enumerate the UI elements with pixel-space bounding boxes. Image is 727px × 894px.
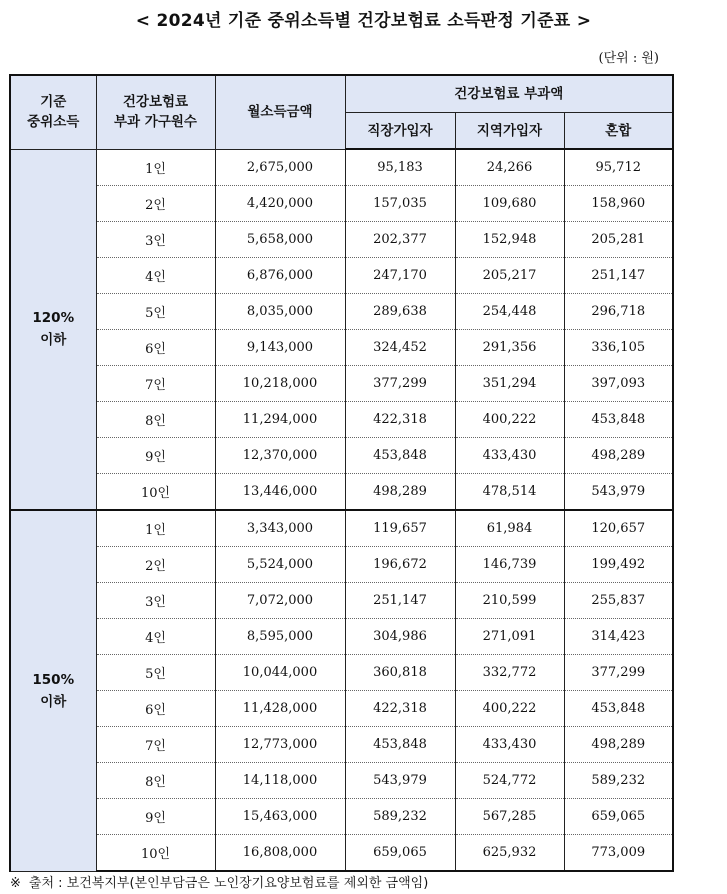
reference-mark: ※ (10, 876, 21, 891)
employee-premium-cell: 422,318 (345, 402, 455, 438)
monthly-income-cell: 2,675,000 (215, 149, 345, 186)
household-size-cell: 8인 (96, 402, 215, 438)
mixed-premium-cell: 589,232 (564, 763, 673, 799)
monthly-income-cell: 5,658,000 (215, 222, 345, 258)
employee-premium-cell: 498,289 (345, 474, 455, 511)
household-size-cell: 4인 (96, 258, 215, 294)
monthly-income-cell: 8,035,000 (215, 294, 345, 330)
household-size-cell: 3인 (96, 222, 215, 258)
monthly-income-cell: 13,446,000 (215, 474, 345, 511)
household-size-cell: 7인 (96, 366, 215, 402)
table-row (10, 149, 673, 186)
employee-premium-cell: 360,818 (345, 655, 455, 691)
monthly-income-cell: 15,463,000 (215, 799, 345, 835)
table-row (10, 583, 673, 619)
regional-premium-cell: 109,680 (455, 186, 564, 222)
household-size-cell: 8인 (96, 763, 215, 799)
monthly-income-cell: 11,428,000 (215, 691, 345, 727)
monthly-income-cell: 9,143,000 (215, 330, 345, 366)
household-size-cell: 7인 (96, 727, 215, 763)
monthly-income-cell: 12,773,000 (215, 727, 345, 763)
monthly-income-cell: 8,595,000 (215, 619, 345, 655)
footnote-text: 출처 : 보건복지부(본인부담금은 노인장기요양보험료를 제외한 금액임) (28, 876, 429, 891)
household-size-cell: 1인 (96, 510, 215, 547)
criteria-table (9, 74, 674, 872)
regional-premium-cell: 24,266 (455, 149, 564, 186)
table-row (10, 655, 673, 691)
table-row (10, 258, 673, 294)
regional-premium-cell: 146,739 (455, 547, 564, 583)
regional-premium-cell: 351,294 (455, 366, 564, 402)
group-label-percent: 150% (32, 671, 75, 688)
mixed-premium-cell: 120,657 (564, 510, 673, 547)
employee-premium-cell: 157,035 (345, 186, 455, 222)
employee-premium-cell: 453,848 (345, 727, 455, 763)
regional-premium-cell: 271,091 (455, 619, 564, 655)
mixed-premium-cell: 498,289 (564, 727, 673, 763)
employee-premium-cell: 589,232 (345, 799, 455, 835)
group-label-qualifier: 이하 (40, 693, 67, 710)
mixed-premium-cell: 199,492 (564, 547, 673, 583)
monthly-income-cell: 12,370,000 (215, 438, 345, 474)
regional-premium-cell: 61,984 (455, 510, 564, 547)
table-row (10, 835, 673, 872)
mixed-premium-cell: 773,009 (564, 835, 673, 872)
regional-premium-cell: 433,430 (455, 438, 564, 474)
employee-premium-cell: 659,065 (345, 835, 455, 872)
mixed-premium-cell: 158,960 (564, 186, 673, 222)
header-premium-group: 건강보험료 부과액 (345, 75, 673, 113)
regional-premium-cell: 567,285 (455, 799, 564, 835)
household-size-cell: 9인 (96, 438, 215, 474)
regional-premium-cell: 291,356 (455, 330, 564, 366)
header-mixed: 혼합 (564, 113, 673, 150)
table-row (10, 510, 673, 547)
header-household-size-line2: 부과 가구원수 (114, 114, 197, 131)
household-size-cell: 5인 (96, 294, 215, 330)
header-median-income-line1: 기준 (40, 94, 67, 111)
header-regional: 지역가입자 (455, 113, 564, 150)
header-household-size-line1: 건강보험료 (122, 94, 189, 111)
group-label-qualifier: 이하 (40, 332, 67, 349)
monthly-income-cell: 16,808,000 (215, 835, 345, 872)
footnote (10, 872, 428, 891)
table-row (10, 691, 673, 727)
monthly-income-cell: 7,072,000 (215, 583, 345, 619)
employee-premium-cell: 304,986 (345, 619, 455, 655)
group-label (10, 510, 96, 871)
mixed-premium-cell: 397,093 (564, 366, 673, 402)
table-row (10, 294, 673, 330)
regional-premium-cell: 152,948 (455, 222, 564, 258)
monthly-income-cell: 5,524,000 (215, 547, 345, 583)
header-median-income-line2: 중위소득 (27, 114, 80, 131)
regional-premium-cell: 478,514 (455, 474, 564, 511)
regional-premium-cell: 332,772 (455, 655, 564, 691)
household-size-cell: 5인 (96, 655, 215, 691)
employee-premium-cell: 119,657 (345, 510, 455, 547)
mixed-premium-cell: 95,712 (564, 149, 673, 186)
table-row (10, 186, 673, 222)
mixed-premium-cell: 251,147 (564, 258, 673, 294)
regional-premium-cell: 205,217 (455, 258, 564, 294)
household-size-cell: 10인 (96, 474, 215, 511)
table-row (10, 402, 673, 438)
table-row (10, 366, 673, 402)
monthly-income-cell: 4,420,000 (215, 186, 345, 222)
table-row (10, 727, 673, 763)
regional-premium-cell: 400,222 (455, 402, 564, 438)
regional-premium-cell: 625,932 (455, 835, 564, 872)
header-employee: 직장가입자 (345, 113, 455, 150)
employee-premium-cell: 422,318 (345, 691, 455, 727)
monthly-income-cell: 3,343,000 (215, 510, 345, 547)
mixed-premium-cell: 336,105 (564, 330, 673, 366)
table-row (10, 547, 673, 583)
employee-premium-cell: 453,848 (345, 438, 455, 474)
table-row (10, 763, 673, 799)
group-label (10, 149, 96, 510)
mixed-premium-cell: 314,423 (564, 619, 673, 655)
household-size-cell: 4인 (96, 619, 215, 655)
table-row (10, 222, 673, 258)
household-size-cell: 2인 (96, 186, 215, 222)
mixed-premium-cell: 498,289 (564, 438, 673, 474)
regional-premium-cell: 210,599 (455, 583, 564, 619)
regional-premium-cell: 524,772 (455, 763, 564, 799)
header-household-size (96, 75, 215, 149)
mixed-premium-cell: 296,718 (564, 294, 673, 330)
regional-premium-cell: 433,430 (455, 727, 564, 763)
employee-premium-cell: 324,452 (345, 330, 455, 366)
household-size-cell: 1인 (96, 149, 215, 186)
employee-premium-cell: 377,299 (345, 366, 455, 402)
table-body (10, 149, 673, 871)
group-label-percent: 120% (32, 310, 75, 327)
household-size-cell: 2인 (96, 547, 215, 583)
mixed-premium-cell: 659,065 (564, 799, 673, 835)
employee-premium-cell: 289,638 (345, 294, 455, 330)
household-size-cell: 9인 (96, 799, 215, 835)
mixed-premium-cell: 453,848 (564, 691, 673, 727)
household-size-cell: 3인 (96, 583, 215, 619)
table-row (10, 474, 673, 511)
household-size-cell: 6인 (96, 691, 215, 727)
table-header (10, 75, 673, 149)
employee-premium-cell: 95,183 (345, 149, 455, 186)
table-row (10, 330, 673, 366)
mixed-premium-cell: 205,281 (564, 222, 673, 258)
mixed-premium-cell: 377,299 (564, 655, 673, 691)
mixed-premium-cell: 255,837 (564, 583, 673, 619)
table-row (10, 799, 673, 835)
page-title: < 2024년 기준 중위소득별 건강보험료 소득판정 기준표 > (135, 11, 592, 31)
mixed-premium-cell: 543,979 (564, 474, 673, 511)
monthly-income-cell: 6,876,000 (215, 258, 345, 294)
employee-premium-cell: 247,170 (345, 258, 455, 294)
regional-premium-cell: 254,448 (455, 294, 564, 330)
header-monthly-income: 월소득금액 (215, 75, 345, 149)
employee-premium-cell: 543,979 (345, 763, 455, 799)
monthly-income-cell: 14,118,000 (215, 763, 345, 799)
monthly-income-cell: 10,218,000 (215, 366, 345, 402)
household-size-cell: 6인 (96, 330, 215, 366)
header-median-income (10, 75, 96, 149)
table-row (10, 619, 673, 655)
monthly-income-cell: 10,044,000 (215, 655, 345, 691)
employee-premium-cell: 202,377 (345, 222, 455, 258)
employee-premium-cell: 196,672 (345, 547, 455, 583)
employee-premium-cell: 251,147 (345, 583, 455, 619)
household-size-cell: 10인 (96, 835, 215, 872)
mixed-premium-cell: 453,848 (564, 402, 673, 438)
table-row (10, 438, 673, 474)
unit-label: (단위 : 원) (598, 51, 659, 66)
regional-premium-cell: 400,222 (455, 691, 564, 727)
monthly-income-cell: 11,294,000 (215, 402, 345, 438)
